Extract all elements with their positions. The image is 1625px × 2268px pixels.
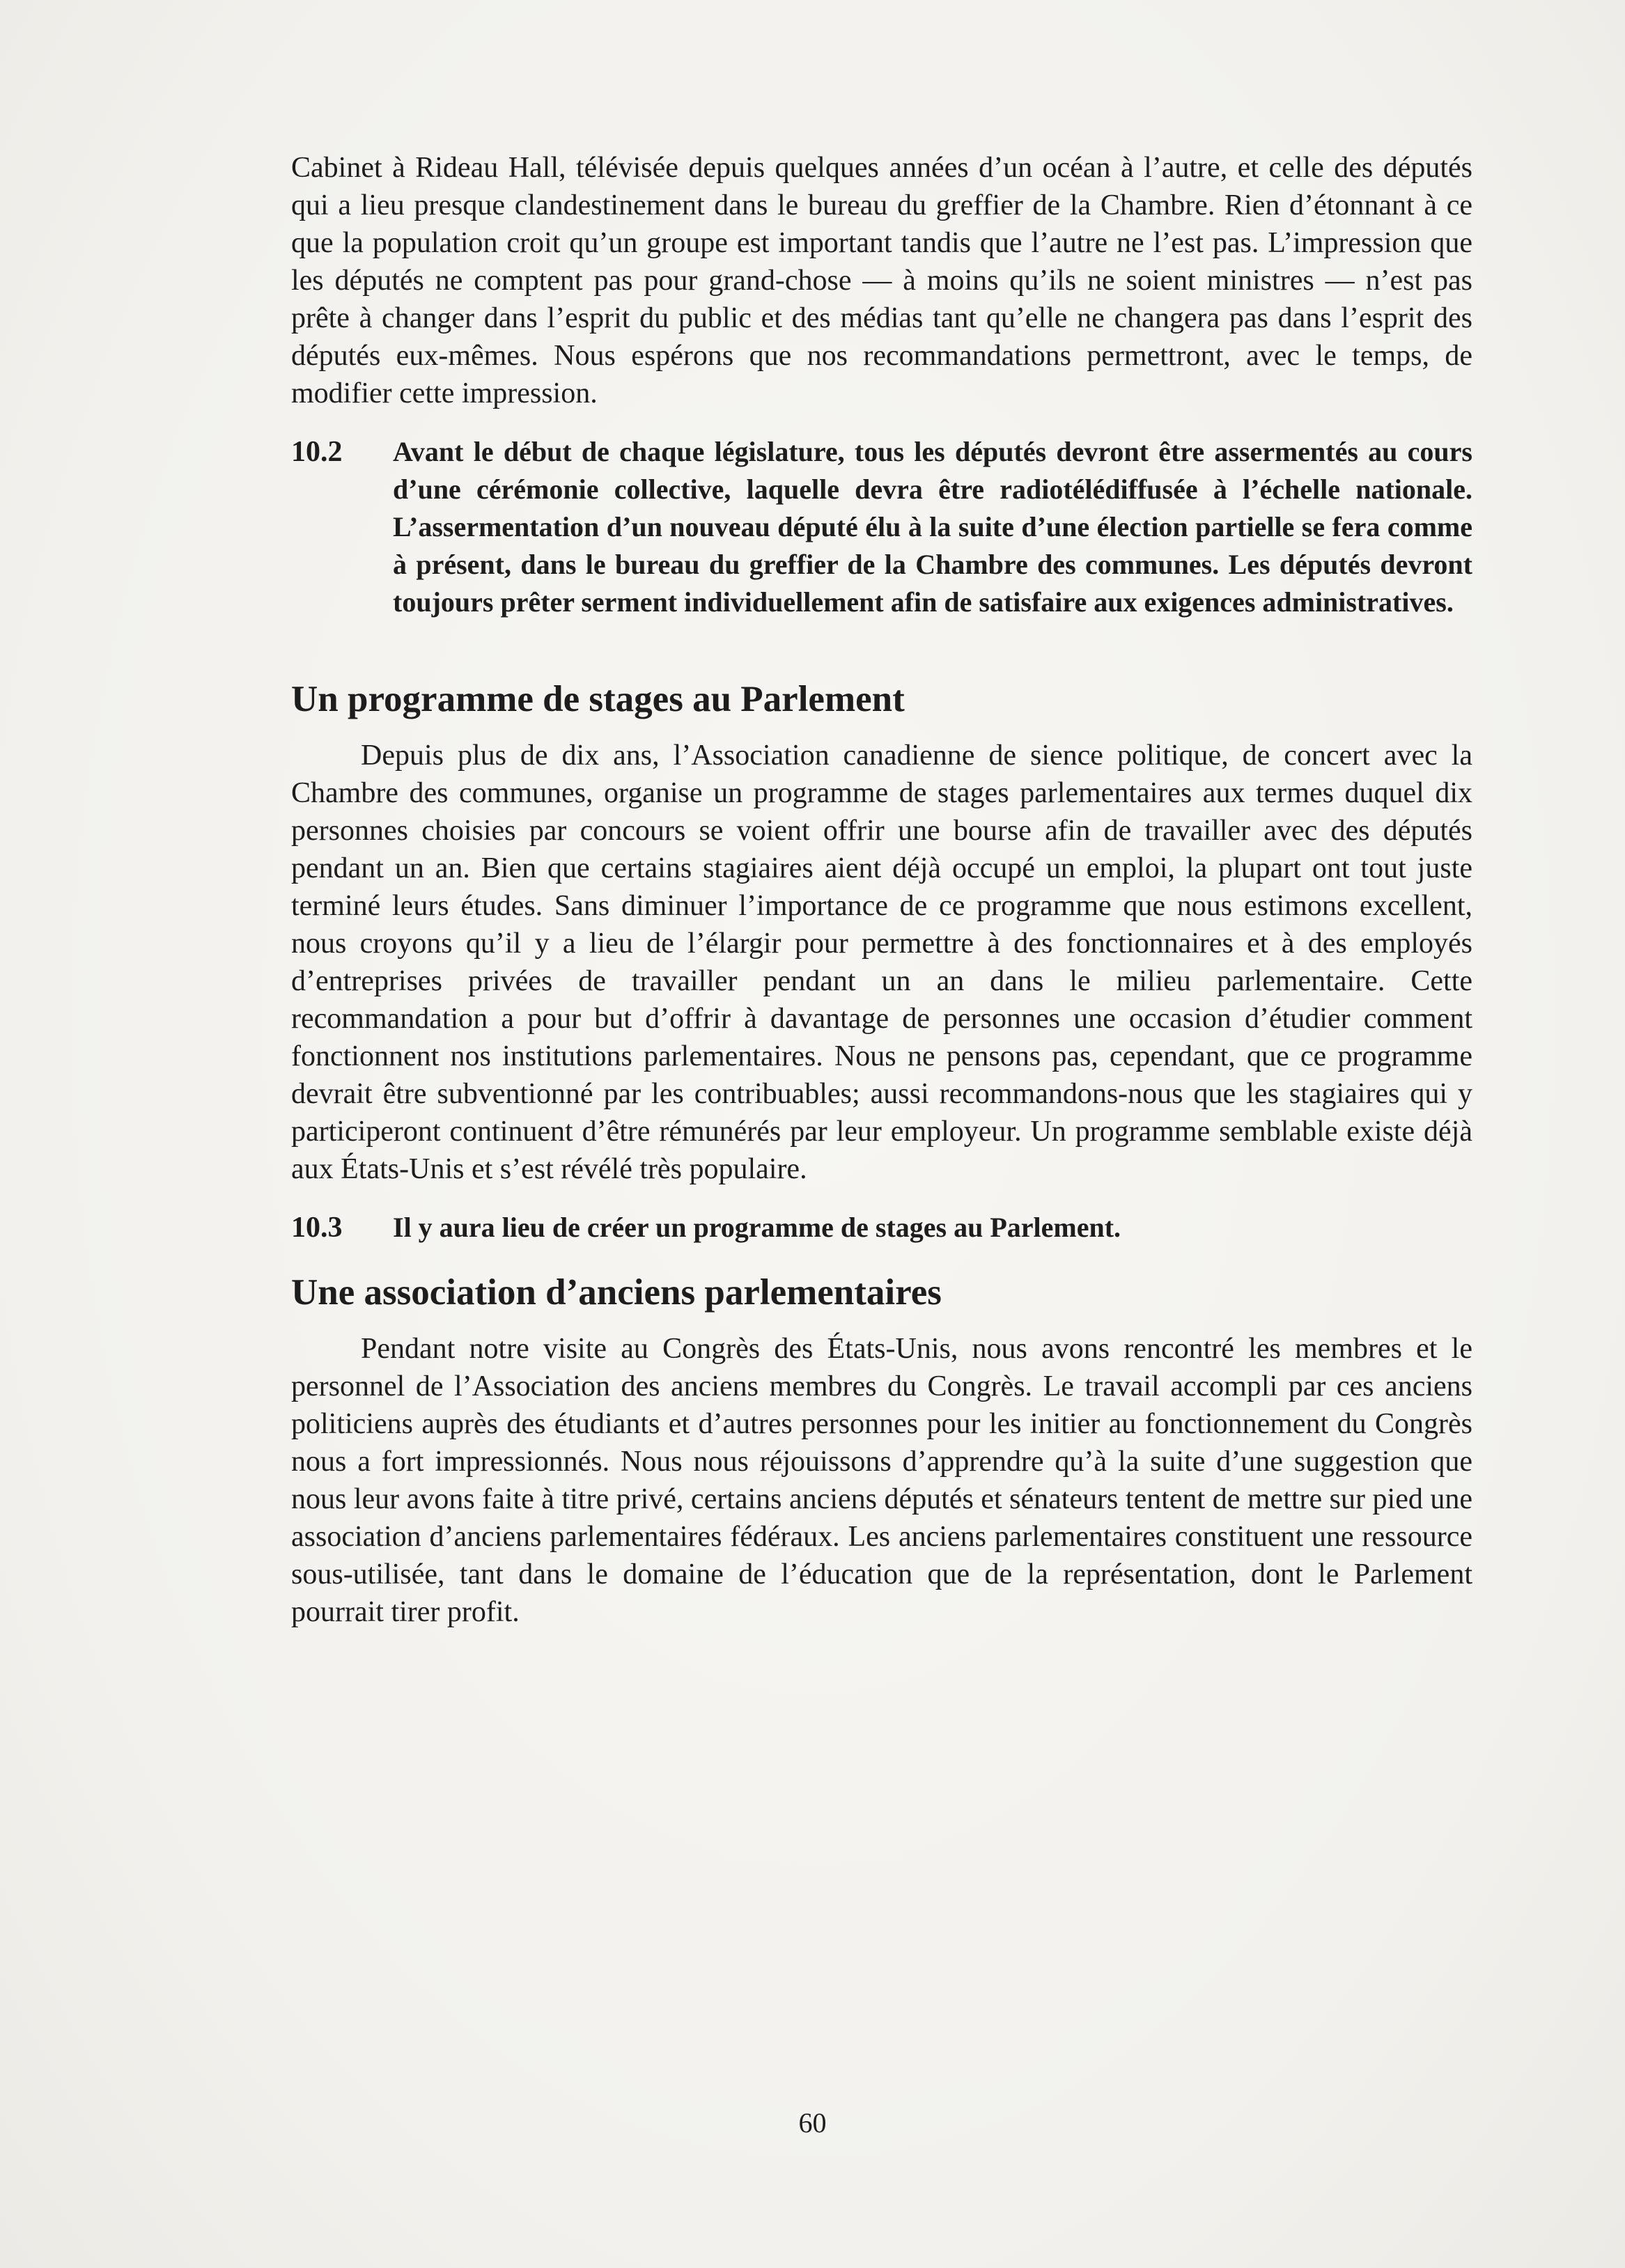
recommendation-10-2	[291, 433, 1472, 621]
body-paragraph: Cabinet à Rideau Hall, télévisée depuis quelques années d’un océan à l’autre, et celle des députés qui a lieu presque clandestinement dans le bureau du greffier de la Chambre. Rien d’étonnant à ce que la population croit qu’un groupe est important tandis que l’autre ne l’est pas. L’impression que les députés ne comptent pas pour grand-chose — à moins qu’ils ne soient ministres — n’est pas prête à changer dans l’esprit du public et des médias tant qu’elle ne changera pas dans l’esprit des députés eux-mêmes. Nous espérons que nos recommandations permettront, avec le temps, de modifier cette impression.	[291, 152, 1472, 409]
recommendation-text: Il y aura lieu de créer un programme de stages au Parlement.	[393, 1212, 1121, 1243]
text-column	[291, 149, 1472, 1631]
body-paragraph-stages: Depuis plus de dix ans, l’Association canadienne de sience politique, de concert avec la Chambre des communes, organise un programme de stages parlementaires aux termes duquel dix personnes choisies par concours se voient offrir une bourse afin de travailler avec des députés pendant un an. Bien que certains stagiaires aient déjà occupé un emploi, la plupart ont tout juste terminé leurs études. Sans diminuer l’importance de ce programme que nous estimons excellent, nous croyons qu’il y a lieu de l’élargir pour permettre à des fonctionnaires et à des employés d’entreprises privées de travailler pendant un an dans le milieu parlementaire. Cette recommandation a pour but d’offrir à davantage de personnes une occasion d’étudier comment fonctionnent nos institutions parlementaires. Nous ne pensons pas, cependant, que ce programme devrait être subventionné par les contribuables; aussi recommandons-nous que les stagiaires qui y participeront continuent d’être rémunérés par leur employeur. Un programme semblable existe déjà aux États-Unis et s’est révélé très populaire.	[291, 740, 1472, 1185]
page-number: 60	[798, 2107, 827, 2138]
section-heading-association: Une association d’anciens parlementaires	[291, 1272, 942, 1313]
recommendation-10-3	[291, 1209, 1472, 1246]
recommendation-text: Avant le début de chaque législature, tous les députés devront être assermentés au cours d’une cérémonie collective, laquelle devra être radiotélédiffusée à l’échelle nationale. L’assermentation d’un nouveau député élu à la suite d’une élection partielle se fera comme à présent, dans le bureau du greffier de la Chambre des communes. Les députés devront toujours prêter serment individuellement afin de satisfaire aux exigences administratives.	[393, 436, 1472, 618]
recommendation-number: 10.2	[291, 436, 343, 468]
section-heading-stages: Un programme de stages au Parlement	[291, 679, 905, 719]
recommendation-number: 10.3	[291, 1212, 343, 1244]
body-paragraph-association: Pendant notre visite au Congrès des États-Unis, nous avons rencontré les membres et le personnel de l’Association des anciens membres du Congrès. Le travail accompli par ces anciens politiciens auprès des étudiants et d’autres personnes pour les initier au fonctionnement du Congrès nous a fort impressionnés. Nous nous réjouissons d’apprendre qu’à la suite d’une suggestion que nous leur avons faite à titre privé, certains anciens députés et sénateurs tentent de mettre sur pied une association d’anciens parlementaires fédéraux. Les anciens parlementaires constituent une ressource sous-utilisée, tant dans le domaine de l’éducation que de la représentation, dont le Parlement pourrait tirer profit.	[291, 1333, 1472, 1628]
